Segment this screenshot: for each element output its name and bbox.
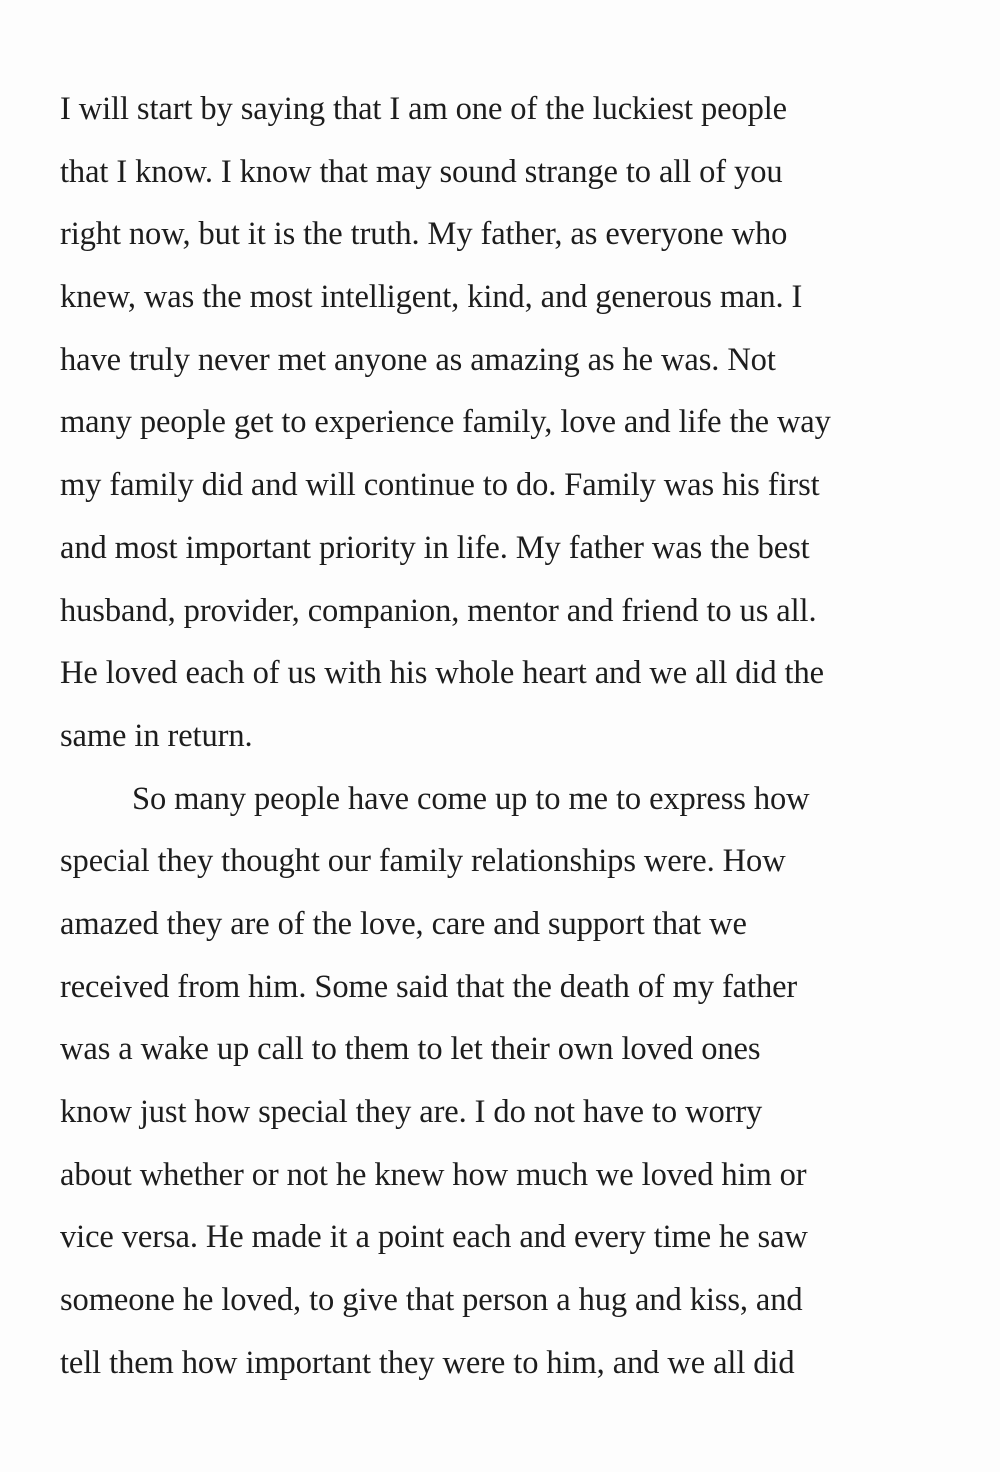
text-line: that I know. I know that may sound strange to all of you xyxy=(60,153,783,190)
text-line: someone he loved, to give that person a hug and kiss, and xyxy=(60,1282,803,1319)
text-line: right now, but it is the truth. My father, as everyone who xyxy=(60,216,788,253)
text-line: vice versa. He made it a point each and every time he saw xyxy=(60,1219,808,1256)
text-line: received from him. Some said that the death of my father xyxy=(60,968,798,1005)
text-line: my family did and will continue to do. Family was his first xyxy=(60,467,820,504)
text-line: He loved each of us with his whole heart and we all did the xyxy=(60,655,824,692)
text-line: special they thought our family relationships were. How xyxy=(60,843,786,880)
text-line: same in return. xyxy=(60,717,253,754)
text-line: have truly never met anyone as amazing as he was. Not xyxy=(60,341,776,378)
text-line: tell them how important they were to him, and we all did xyxy=(60,1344,795,1381)
paragraph-start-line: So many people have come up to me to express how xyxy=(132,780,810,817)
text-line: and most important priority in life. My father was the best xyxy=(60,529,810,566)
text-line: husband, provider, companion, mentor and friend to us all. xyxy=(60,592,817,629)
text-line: I will start by saying that I am one of the luckiest people xyxy=(60,91,787,127)
text-line: many people get to experience family, love and life the way xyxy=(60,404,831,441)
text-line: amazed they are of the love, care and support that we xyxy=(60,905,747,942)
text-line: know just how special they are. I do not have to worry xyxy=(60,1094,763,1130)
text-line: was a wake up call to them to let their own loved ones xyxy=(60,1031,761,1068)
text-line: knew, was the most intelligent, kind, and generous man. I xyxy=(60,279,803,316)
text-line: about whether or not he knew how much we loved him or xyxy=(60,1156,807,1193)
document-body-text xyxy=(60,78,960,1394)
